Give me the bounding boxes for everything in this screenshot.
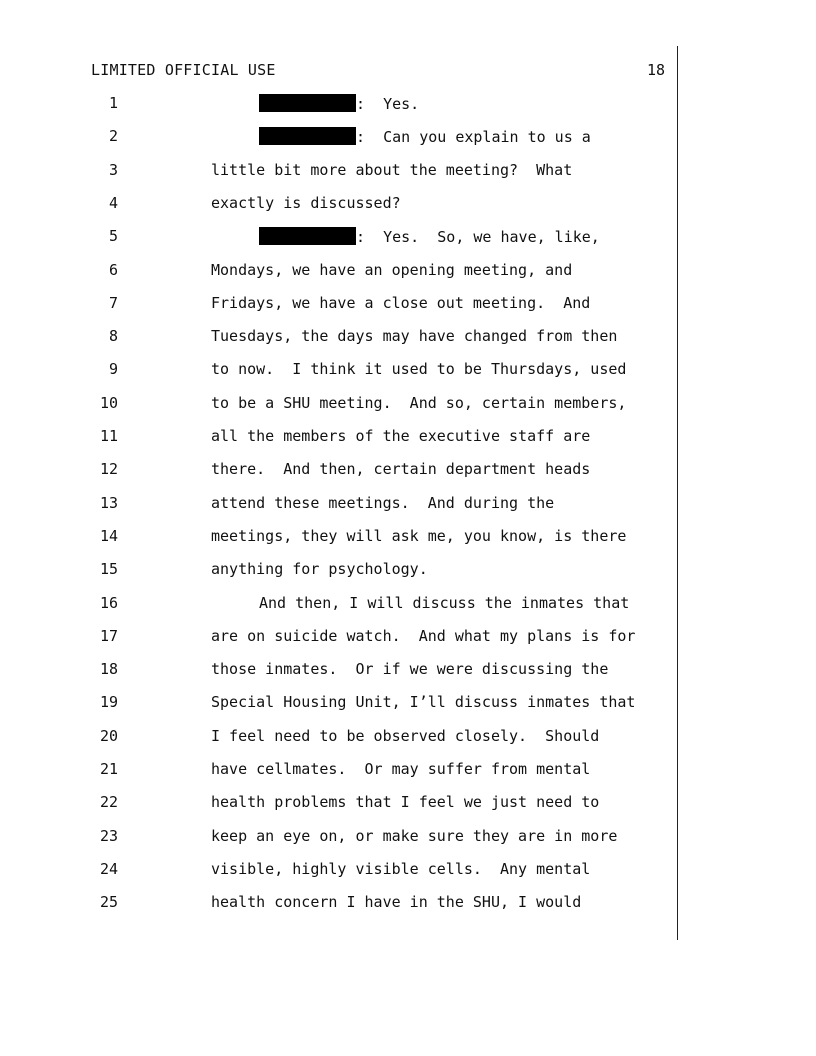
line-number: 1	[108, 94, 118, 112]
transcript-line	[0, 494, 816, 527]
line-text	[211, 860, 590, 878]
line-text	[211, 827, 617, 845]
line-text	[211, 793, 599, 811]
line-number: 10	[99, 393, 118, 412]
line-text-content: Tuesdays, the days may have changed from then	[211, 327, 618, 346]
transcript-line	[0, 893, 816, 926]
line-text-content: Fridays, we have a close out meeting. And	[211, 293, 591, 312]
line-text	[259, 594, 629, 612]
line-number: 2	[108, 127, 118, 146]
line-text-content: Mondays, we have an opening meeting, and	[211, 260, 573, 279]
line-number: 9	[108, 360, 118, 379]
line-text-content: to be a SHU meeting. And so, certain members,	[211, 393, 627, 412]
line-text	[211, 660, 608, 678]
transcript-line	[0, 860, 816, 893]
line-text-content: anything for psychology.	[211, 560, 428, 579]
line-text-content: attend these meetings. And during the	[211, 493, 555, 512]
line-number: 23	[99, 826, 118, 845]
line-text-content: all the members of the executive staff are	[211, 427, 591, 445]
line-number: 24	[99, 859, 118, 878]
line-number: 15	[99, 560, 118, 579]
transcript-line	[0, 827, 816, 860]
transcript-line	[0, 127, 816, 160]
line-text-content: keep an eye on, or make sure they are in more	[211, 826, 618, 845]
line-text	[211, 261, 572, 279]
line-text	[211, 460, 590, 478]
transcript-line	[0, 793, 816, 826]
line-number: 14	[99, 526, 118, 545]
line-text-content: Special Housing Unit, I’ll discuss inmates that	[211, 693, 636, 712]
transcript-line	[0, 660, 816, 693]
transcript-line	[0, 261, 816, 294]
line-text	[211, 194, 401, 212]
line-number: 4	[108, 193, 118, 212]
line-text-content: : Yes. So, we have, like,	[356, 228, 600, 247]
transcript-line	[0, 227, 816, 260]
line-text-content: are on suicide watch. And what my plans is for	[211, 626, 636, 645]
line-text-content: have cellmates. Or may suffer from mental	[211, 760, 591, 778]
transcript-line	[0, 294, 816, 327]
line-text-content: to now. I think it used to be Thursdays, used	[211, 360, 627, 379]
line-number: 17	[99, 626, 118, 645]
line-text	[211, 427, 590, 445]
line-number: 8	[108, 327, 118, 346]
line-text-content: : Yes.	[356, 95, 420, 113]
transcript-line	[0, 327, 816, 360]
line-text-content: : Can you explain to us a	[356, 128, 591, 147]
page-number: 18	[647, 61, 666, 79]
transcript-line	[0, 360, 816, 393]
line-text-content: those inmates. Or if we were discussing the	[211, 660, 609, 679]
line-text	[211, 494, 554, 512]
redaction-block	[259, 227, 356, 245]
line-text-content: I feel need to be observed closely. Should	[211, 726, 600, 745]
line-text	[211, 327, 617, 345]
line-number: 11	[99, 427, 118, 445]
line-number: 3	[108, 160, 118, 179]
transcript-line	[0, 527, 816, 560]
line-number: 16	[99, 593, 118, 612]
line-text-content: And then, I will discuss the inmates that	[259, 593, 630, 612]
transcript-line	[0, 594, 816, 627]
line-text-content: there. And then, certain department heads	[211, 460, 591, 479]
line-number: 25	[99, 893, 118, 912]
speaker-line	[259, 94, 419, 113]
line-text	[211, 693, 635, 711]
transcript-line	[0, 394, 816, 427]
line-text	[211, 627, 635, 645]
line-number: 13	[99, 493, 118, 512]
line-number: 19	[99, 693, 118, 712]
transcript-line	[0, 194, 816, 227]
line-text-content: health concern I have in the SHU, I would	[211, 893, 582, 912]
line-text	[211, 161, 572, 179]
transcript-line	[0, 161, 816, 194]
classification-header: LIMITED OFFICIAL USE	[91, 61, 276, 79]
transcript-line	[0, 727, 816, 760]
line-text	[211, 893, 581, 911]
line-number: 22	[99, 793, 118, 812]
line-text-content: health problems that I feel we just need to	[211, 793, 600, 812]
line-number: 20	[99, 726, 118, 745]
transcript-line	[0, 94, 816, 127]
line-text-content: little bit more about the meeting? What	[211, 160, 573, 179]
transcript-line	[0, 760, 816, 793]
line-number: 5	[108, 227, 118, 246]
transcript-line	[0, 560, 816, 593]
transcript-line	[0, 427, 816, 460]
speaker-line	[259, 127, 591, 146]
transcript-line	[0, 693, 816, 726]
line-text	[211, 560, 428, 578]
line-text	[211, 294, 590, 312]
line-text	[211, 394, 626, 412]
line-text	[211, 760, 590, 778]
line-number: 6	[108, 260, 118, 279]
line-number: 18	[99, 660, 118, 679]
speaker-line	[259, 227, 600, 246]
line-text	[211, 727, 599, 745]
redaction-block	[259, 94, 356, 112]
transcript-line	[0, 460, 816, 493]
redaction-block	[259, 127, 356, 145]
line-text	[211, 527, 626, 545]
line-text-content: visible, highly visible cells. Any mental	[211, 859, 591, 878]
line-number: 21	[99, 760, 118, 778]
line-number: 12	[99, 460, 118, 479]
line-text-content: meetings, they will ask me, you know, is there	[211, 526, 627, 545]
line-text	[211, 360, 626, 378]
line-number: 7	[108, 293, 118, 312]
line-text-content: exactly is discussed?	[211, 193, 401, 212]
transcript-line	[0, 627, 816, 660]
